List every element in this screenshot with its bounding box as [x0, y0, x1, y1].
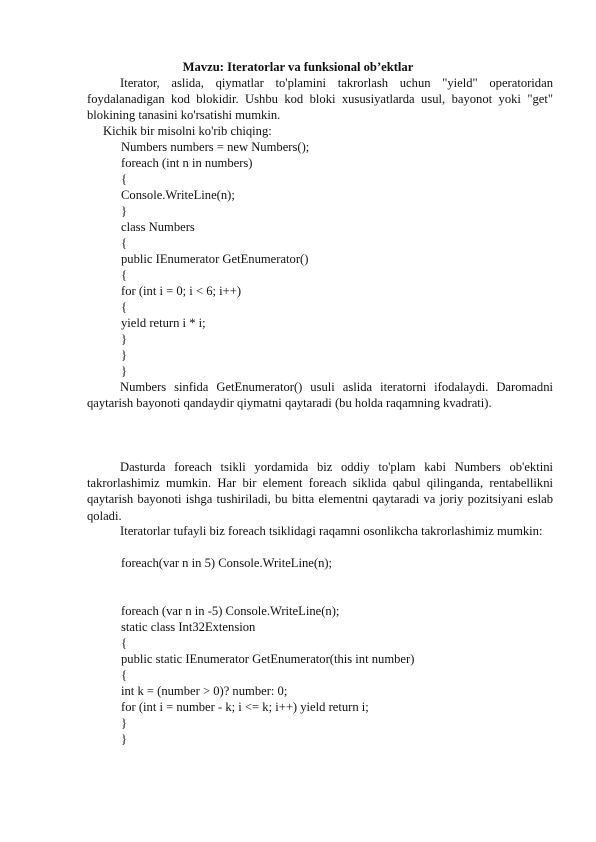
code-line: } [121, 332, 128, 346]
code-line: Console.WriteLine(n); [121, 188, 235, 202]
code-line: { [121, 300, 128, 314]
code-line: { [121, 668, 128, 682]
code-line: { [121, 236, 128, 250]
code-line: class Numbers [121, 220, 195, 234]
code-line: } [121, 348, 128, 362]
code-line: } [121, 204, 128, 218]
code-line: { [121, 636, 128, 650]
paragraph-3: Iteratorlar tufayli biz foreach tsiklidagi raqamni osonlikcha takrorlashimiz mumkin: [120, 524, 543, 538]
code-line: static class Int32Extension [121, 620, 256, 634]
code-line: foreach (var n in -5) Console.WriteLine(n); [121, 604, 340, 618]
explain-paragraph: Numbers sinfida GetEnumerator() usuli aslida iteratorni ifodalaydi. Daromadni qaytarish bayonoti qandaydir qiymatni qaytaradi (bu holda raqamning kvadrati). [87, 380, 553, 411]
page-title: Mavzu: Iteratorlar va funksional ob’ektlar [182, 60, 414, 74]
code-line: public static IEnumerator GetEnumerator(this int number) [121, 652, 415, 666]
code-line: yield return i * i; [121, 316, 206, 330]
code-line: } [121, 732, 128, 746]
example-lead: Kichik bir misolni ko'rib chiqing: [103, 124, 272, 138]
code-line: int k = (number > 0)? number: 0; [121, 684, 288, 698]
intro-paragraph: Iterator, aslida, qiymatlar to'plamini takrorlash uchun "yield" operatoridan foydalanadigan kod blokidir. Ushbu kod bloki xususiyatlarda usul, bayonot yoki "get" blokining tanasini ko'rsatishi mumkin. [87, 76, 553, 123]
code-line: Numbers numbers = new Numbers(); [121, 140, 310, 154]
code-line: public IEnumerator GetEnumerator() [121, 252, 309, 266]
code-line: } [121, 716, 128, 730]
code-line: { [121, 172, 128, 186]
code-line: foreach(var n in 5) Console.WriteLine(n); [121, 556, 333, 570]
code-line: } [121, 364, 128, 378]
code-line: for (int i = 0; i < 6; i++) [121, 284, 242, 298]
paragraph-2: Dasturda foreach tsikli yordamida biz oddiy to'plam kabi Numbers ob'ektini takrorlashimiz mumkin. Har bir element foreach siklida qabul qilinganda, rentabellikni qaytarish bayonoti ishga tushiriladi, bu bitta elementni qaytaradi va joriy pozitsiyani eslab qoladi. [87, 460, 553, 523]
code-line: foreach (int n in numbers) [121, 156, 253, 170]
code-line: for (int i = number - k; i <= k; i++) yield return i; [121, 700, 369, 714]
code-line: { [121, 268, 128, 282]
